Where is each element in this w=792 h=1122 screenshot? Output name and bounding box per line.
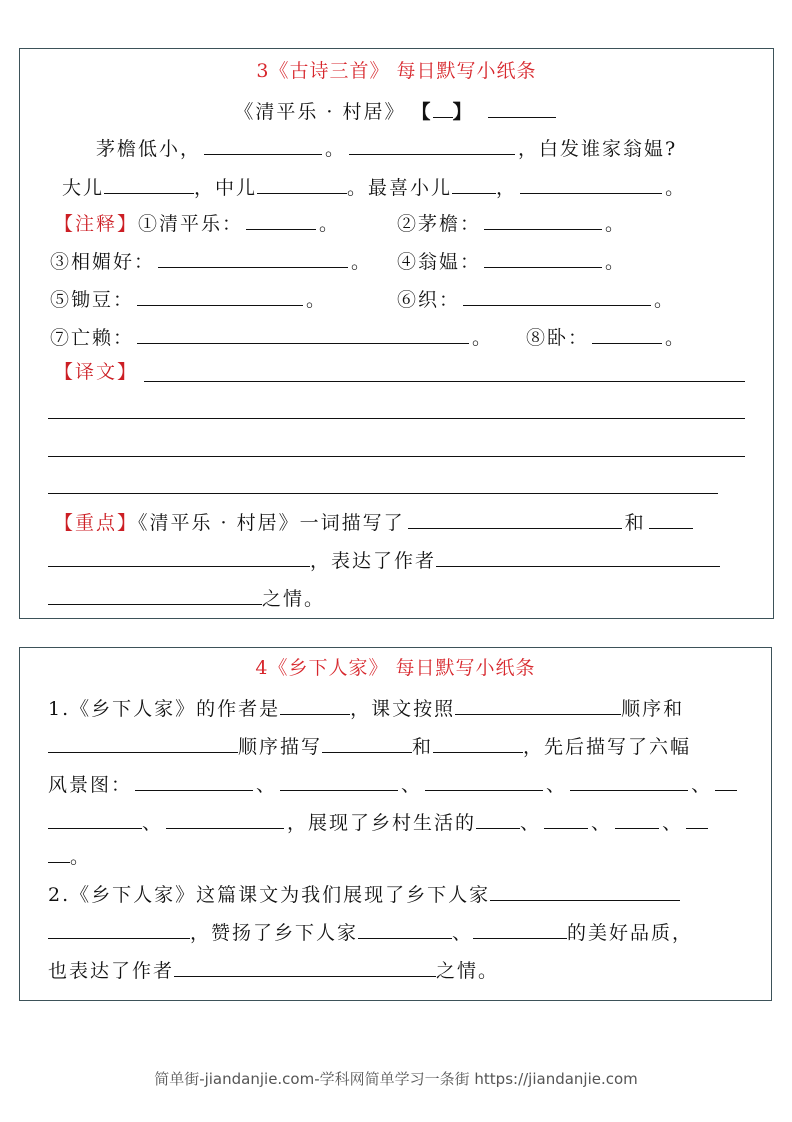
question-text: 顺序和 — [621, 698, 685, 720]
blank[interactable] — [436, 544, 720, 567]
question-text: 和 — [412, 736, 434, 758]
question-text: ，赞扬了乡下人家 — [190, 922, 359, 944]
note-5: ⑤锄豆： — [50, 289, 135, 311]
blank[interactable] — [408, 506, 622, 529]
blank[interactable] — [425, 768, 543, 791]
blank[interactable] — [104, 171, 194, 194]
blank[interactable] — [48, 806, 142, 829]
blank[interactable] — [490, 878, 680, 901]
question-text: 之情。 — [436, 960, 500, 982]
blank[interactable] — [48, 916, 190, 939]
blank[interactable] — [433, 730, 523, 753]
question-text: 风景图： — [48, 774, 133, 796]
keypoint-row-2 — [48, 544, 773, 572]
note-4: ④翁媪： — [397, 251, 482, 273]
punct: 、 — [662, 812, 684, 834]
blank[interactable] — [174, 954, 436, 977]
translation-line-1[interactable] — [144, 381, 745, 382]
keypoint-text: ，表达了作者 — [310, 550, 437, 572]
q1-row-1 — [48, 692, 771, 720]
blank[interactable] — [137, 321, 469, 344]
punct: ， — [496, 177, 518, 199]
blank[interactable] — [473, 916, 567, 939]
notes-row-4b — [526, 321, 773, 349]
translation-line-2[interactable] — [48, 418, 745, 419]
keypoint-text: 和 — [624, 512, 646, 534]
blank[interactable] — [615, 806, 659, 829]
punct: 、 — [691, 774, 713, 796]
note-8: ⑧卧： — [526, 327, 590, 349]
note-1: ①清平乐： — [138, 213, 244, 235]
blank[interactable] — [463, 283, 651, 306]
blank[interactable] — [204, 132, 322, 155]
q2-row-1 — [48, 878, 771, 906]
blank[interactable] — [280, 768, 398, 791]
notes-row-2b — [397, 245, 773, 273]
punct: 、 — [452, 922, 474, 944]
blank[interactable] — [686, 806, 708, 829]
card-title: 4《乡下人家》 每日默写小纸条 — [255, 657, 536, 679]
blank[interactable] — [166, 806, 284, 829]
blank[interactable] — [592, 321, 662, 344]
blank[interactable] — [349, 132, 515, 155]
q1-row-4 — [48, 806, 771, 834]
question-text: ，展现了乡村生活的 — [287, 812, 477, 834]
blank[interactable] — [484, 245, 602, 268]
question-text: 的美好品质， — [567, 922, 694, 944]
blank[interactable] — [48, 840, 70, 863]
dictation-card-village-family — [19, 647, 772, 1001]
punct: 、 — [256, 774, 278, 796]
blank[interactable] — [715, 768, 737, 791]
blank[interactable] — [257, 171, 347, 194]
poem-text: ，白发谁家翁媪? — [518, 138, 678, 160]
q1-row-5 — [48, 840, 771, 868]
punct: 。 — [70, 846, 92, 868]
notes-row-1b — [397, 207, 773, 235]
note-7: ⑦亡赖： — [50, 327, 135, 349]
keypoint-row-3 — [48, 582, 773, 610]
blank[interactable] — [322, 730, 412, 753]
keypoint-text: 《清平乐 · 村居》一词描写了 — [138, 512, 405, 534]
punct: 、 — [401, 774, 423, 796]
punct: 。 — [654, 289, 676, 311]
footer-watermark: 简单街-jiandanjie.com-学科网简单学习一条街 https://jiandanjie.com — [154, 1070, 638, 1088]
blank[interactable] — [476, 806, 520, 829]
punct: 。 — [472, 327, 494, 349]
question-text: ，课文按照 — [350, 698, 456, 720]
punct: 。 — [605, 251, 627, 273]
blank[interactable] — [48, 544, 310, 567]
punct: 。 — [605, 213, 627, 235]
dynasty-blank[interactable] — [433, 95, 453, 118]
keypoint-label: 【重点】 — [54, 512, 139, 534]
poem-text: 大儿 — [62, 177, 105, 199]
poem-text: ，中儿 — [194, 177, 258, 199]
blank[interactable] — [137, 283, 303, 306]
question-text: 顺序描写 — [238, 736, 323, 758]
question-text: 也表达了作者 — [48, 960, 175, 982]
punct: 、 — [520, 812, 542, 834]
blank[interactable] — [520, 171, 662, 194]
poem-text: 茅檐低小， — [96, 138, 202, 160]
poem-title: 《清平乐 · 村居》 — [234, 101, 406, 123]
q1-row-2 — [48, 730, 771, 758]
blank[interactable] — [246, 207, 316, 230]
dictation-card-ancient-poems — [19, 48, 774, 619]
blank[interactable] — [544, 806, 588, 829]
blank[interactable] — [649, 506, 693, 529]
q2-row-2 — [48, 916, 771, 944]
note-2: ②茅檐： — [397, 213, 482, 235]
punct: 、 — [591, 812, 613, 834]
question-text: 2.《乡下人家》这篇课文为我们展现了乡下人家 — [48, 884, 491, 906]
punct: 。 — [319, 213, 341, 235]
q1-row-3 — [48, 768, 771, 796]
question-text: 1.《乡下人家》的作者是 — [48, 698, 281, 720]
poem-text: 。最喜小儿 — [347, 177, 453, 199]
punct: 。 — [306, 289, 328, 311]
poem-title-row — [20, 95, 773, 123]
punct: 。 — [665, 177, 687, 199]
poem-line-1 — [96, 132, 773, 160]
poem-line-2 — [62, 171, 773, 199]
blank[interactable] — [48, 730, 238, 753]
note-3: ③相媚好： — [50, 251, 156, 273]
blank[interactable] — [455, 692, 621, 715]
bracket-close: 】 — [452, 101, 474, 123]
notes-row-3b — [397, 283, 773, 311]
bracket-open: 【 — [411, 101, 433, 123]
note-6: ⑥织： — [397, 289, 461, 311]
blank[interactable] — [452, 171, 496, 194]
punct: 、 — [546, 774, 568, 796]
blank[interactable] — [358, 916, 452, 939]
question-text: ，先后描写了六幅 — [523, 736, 692, 758]
q2-row-3 — [48, 954, 771, 982]
translation-line-4[interactable] — [48, 493, 718, 494]
author-blank[interactable] — [488, 95, 556, 118]
keypoint-row-1 — [54, 506, 773, 534]
translation-label: 【译文】 — [54, 361, 139, 383]
blank[interactable] — [484, 207, 602, 230]
translation-line-3[interactable] — [48, 456, 745, 457]
keypoint-text: 之情。 — [262, 588, 326, 610]
blank[interactable] — [135, 768, 253, 791]
blank[interactable] — [570, 768, 688, 791]
blank[interactable] — [280, 692, 350, 715]
blank[interactable] — [158, 245, 348, 268]
punct: 。 — [351, 251, 373, 273]
notes-label: 【注释】 — [54, 213, 139, 235]
card-title: 3《古诗三首》 每日默写小纸条 — [256, 60, 537, 82]
blank[interactable] — [48, 582, 262, 605]
punct: 。 — [665, 327, 687, 349]
punct: 。 — [325, 138, 347, 160]
punct: 、 — [142, 812, 164, 834]
